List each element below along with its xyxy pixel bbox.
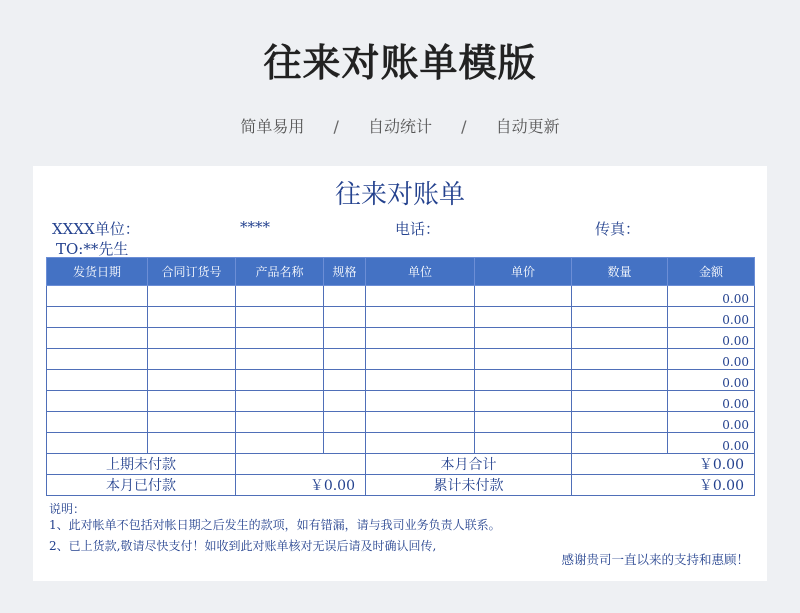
cell[interactable] (236, 286, 324, 307)
col-contract-no: 合同订货号 (148, 258, 236, 286)
cell[interactable] (324, 370, 366, 391)
cell[interactable] (236, 433, 324, 454)
cell[interactable] (366, 412, 475, 433)
cell[interactable] (236, 307, 324, 328)
cell[interactable] (236, 328, 324, 349)
col-amount: 金额 (668, 258, 755, 286)
cell[interactable] (324, 412, 366, 433)
cell[interactable] (475, 307, 572, 328)
col-spec: 规格 (324, 258, 366, 286)
col-quantity: 数量 (572, 258, 668, 286)
cell[interactable] (366, 286, 475, 307)
unit-value[interactable]: **** (240, 218, 270, 236)
cell[interactable] (324, 349, 366, 370)
note-line-1: 1、此对帐单不包括对帐日期之后发生的款项，如有错漏，请与我司业务负责人联系。 (49, 518, 501, 532)
amount-cell[interactable]: 0.00 (668, 349, 755, 370)
cell[interactable] (366, 328, 475, 349)
cell[interactable] (236, 391, 324, 412)
cell[interactable] (47, 433, 148, 454)
notes-heading: 说明： (49, 502, 86, 516)
table-header-row (47, 258, 755, 286)
cell[interactable] (572, 307, 668, 328)
cell[interactable] (572, 370, 668, 391)
tag-auto-stats: 自动统计 (367, 117, 432, 136)
cell[interactable] (366, 307, 475, 328)
table-row (47, 286, 755, 307)
cell[interactable] (236, 370, 324, 391)
amount-cell[interactable]: 0.00 (668, 412, 755, 433)
month-paid-label: 本月已付款 (47, 475, 236, 496)
table-row (47, 370, 755, 391)
cell[interactable] (366, 349, 475, 370)
phone-label: 电话： (395, 220, 441, 238)
cell[interactable] (47, 370, 148, 391)
cell[interactable] (572, 433, 668, 454)
statement-sheet (33, 166, 767, 581)
cell[interactable] (366, 391, 475, 412)
note-line-2: 2、已上货款,敬请尽快支付！如收到此对账单核对无误后请及时确认回传, (49, 539, 437, 553)
cell[interactable] (572, 412, 668, 433)
cell[interactable] (47, 412, 148, 433)
month-paid-value[interactable]: ￥0.00 (236, 475, 366, 496)
cell[interactable] (324, 307, 366, 328)
cell[interactable] (148, 412, 236, 433)
table-row (47, 328, 755, 349)
statement-table (46, 257, 755, 496)
page-title: 往来对账单模版 (263, 41, 537, 85)
cell[interactable] (324, 433, 366, 454)
tag-separator: / (333, 117, 339, 136)
cell[interactable] (324, 391, 366, 412)
prev-unpaid-label: 上期未付款 (47, 454, 236, 475)
tagline (0, 114, 800, 137)
cell[interactable] (366, 433, 475, 454)
col-unit: 单位 (366, 258, 475, 286)
cell[interactable] (236, 349, 324, 370)
cumulative-unpaid-label: 累计未付款 (366, 475, 572, 496)
cell[interactable] (236, 412, 324, 433)
month-total-value[interactable]: ￥0.00 (572, 454, 755, 475)
month-total-label: 本月合计 (366, 454, 572, 475)
cell[interactable] (148, 370, 236, 391)
cell[interactable] (148, 328, 236, 349)
amount-cell[interactable]: 0.00 (668, 433, 755, 454)
cell[interactable] (324, 286, 366, 307)
amount-cell[interactable]: 0.00 (668, 370, 755, 391)
sheet-title: 往来对账单 (334, 180, 465, 210)
col-unit-price: 单价 (475, 258, 572, 286)
fax-label: 传真： (595, 220, 641, 238)
cell[interactable] (47, 286, 148, 307)
cell[interactable] (572, 286, 668, 307)
tag-auto-update: 自动更新 (495, 117, 560, 136)
table-row (47, 349, 755, 370)
cell[interactable] (148, 307, 236, 328)
cell[interactable] (572, 349, 668, 370)
cell[interactable] (475, 349, 572, 370)
col-product-name: 产品名称 (236, 258, 324, 286)
cell[interactable] (47, 391, 148, 412)
cell[interactable] (148, 349, 236, 370)
cell[interactable] (47, 328, 148, 349)
cell[interactable] (475, 286, 572, 307)
amount-cell[interactable]: 0.00 (668, 391, 755, 412)
cell[interactable] (148, 433, 236, 454)
summary-row-1 (47, 454, 755, 475)
table-row (47, 307, 755, 328)
col-ship-date: 发货日期 (47, 258, 148, 286)
cell[interactable] (475, 370, 572, 391)
tag-separator: / (461, 117, 467, 136)
cell[interactable] (148, 286, 236, 307)
unit-label: XXXX单位： (52, 220, 140, 238)
amount-cell[interactable]: 0.00 (668, 286, 755, 307)
cell[interactable] (572, 391, 668, 412)
thanks-note: 感谢贵司一直以来的支持和惠顾！ (561, 552, 749, 567)
table-row (47, 412, 755, 433)
cell[interactable] (366, 370, 475, 391)
table-row (47, 391, 755, 412)
amount-cell[interactable]: 0.00 (668, 307, 755, 328)
cell[interactable] (475, 391, 572, 412)
cell[interactable] (324, 328, 366, 349)
cell[interactable] (475, 328, 572, 349)
summary-row-2 (47, 475, 755, 496)
cell[interactable] (475, 433, 572, 454)
amount-cell[interactable]: 0.00 (668, 328, 755, 349)
cell[interactable] (475, 412, 572, 433)
tag-easy: 简单易用 (240, 117, 305, 136)
table-row (47, 433, 755, 454)
prev-unpaid-value[interactable] (236, 454, 366, 475)
cumulative-unpaid-value[interactable]: ￥0.00 (572, 475, 755, 496)
cell[interactable] (47, 349, 148, 370)
cell[interactable] (148, 391, 236, 412)
recipient-label: TO:**先生 (56, 240, 129, 258)
cell[interactable] (572, 328, 668, 349)
cell[interactable] (47, 307, 148, 328)
